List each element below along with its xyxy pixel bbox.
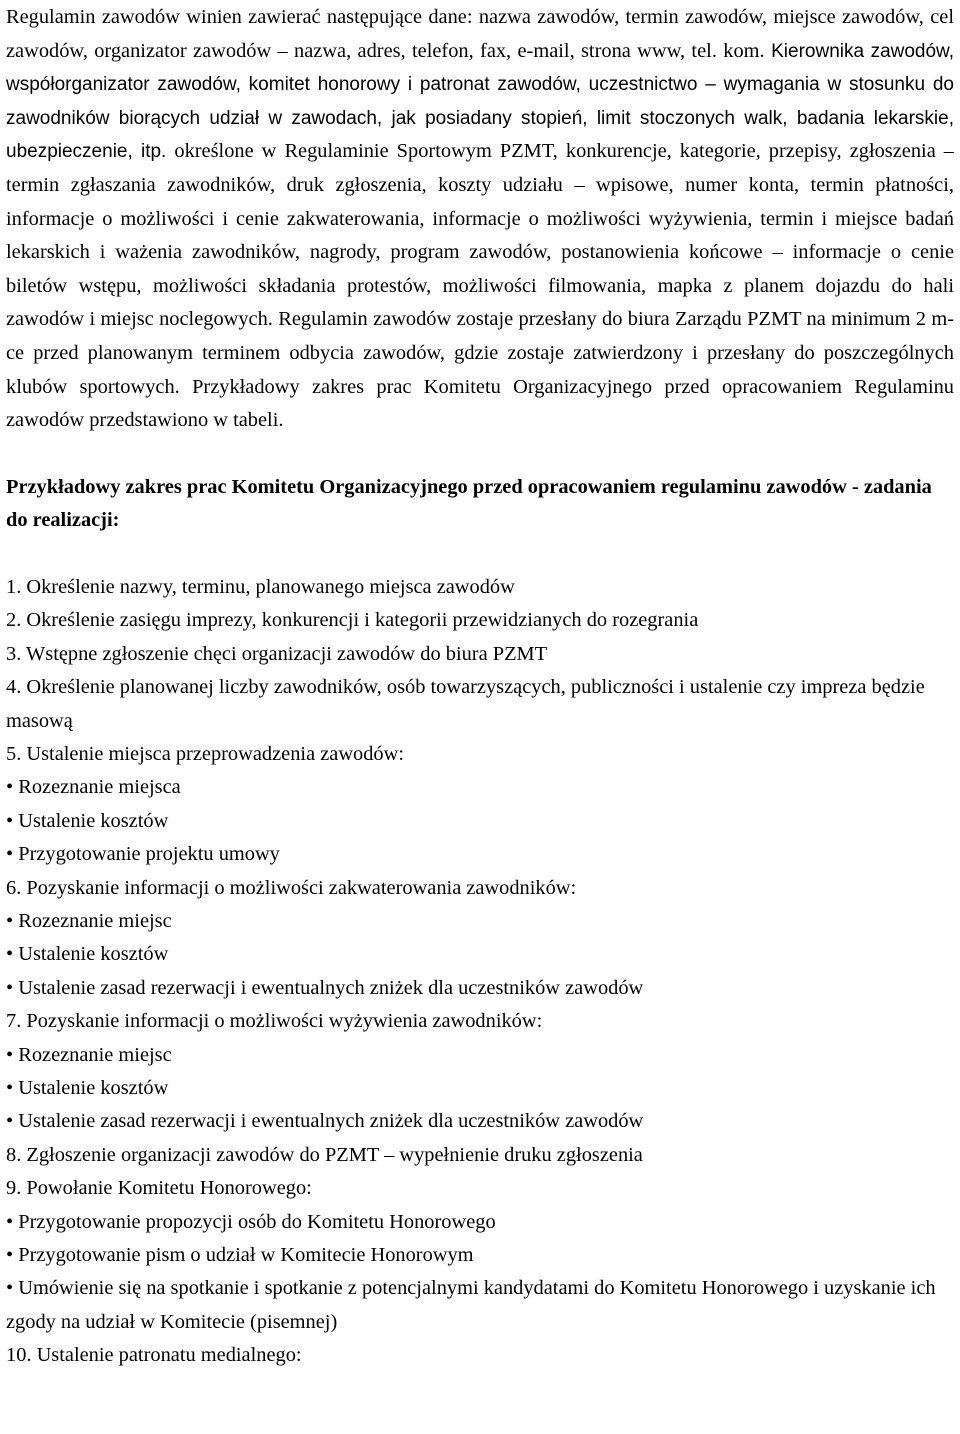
intro-part-3: określone w Regulaminie Sportowym PZMT, konkurencje, kategorie, przepisy, zgłoszenia – termin zgłaszania zawodników, druk zgłoszenia, koszty udziału – wpisowe, numer konta, termin płatności, informacje o możliwości i cenie zakwaterowania, informacje o możliwości wyżywienia, termin i miejsce badań lekarskich i ważenia zawodników, nagrody, program zawodów, postanowienia końcowe – informacje o cenie biletów wstępu, możliwości składania protestów, możliwości filmowania, mapka z planem dojazdu do hali zawodów i miejsc noclegowych. Regulamin zawodów zostaje przesłany do biura Zarządu PZMT na minimum 2 m-ce przed planowanym terminem odbycia zawodów, gdzie zostaje zatwierdzony i przesłany do poszczególnych klubów sportowych. Przykładowy zakres prac Komitetu Organizacyjnego przed opracowaniem Regulaminu zawodów przedstawiono w tabeli.: [6, 140, 954, 432]
list-item: 8. Zgłoszenie organizacji zawodów do PZMT – wypełnienie druku zgłoszenia: [6, 1143, 643, 1166]
list-item: 3. Wstępne zgłoszenie chęci organizacji zawodów do biura PZMT: [6, 642, 548, 665]
list-subitem: • Ustalenie kosztów: [6, 809, 169, 832]
list-subitem: • Przygotowanie propozycji osób do Komitetu Honorowego: [6, 1210, 496, 1233]
task-list: [6, 571, 954, 1373]
list-subitem: • Rozeznanie miejsc: [6, 1043, 172, 1066]
list-subitem: • Przygotowanie pism o udział w Komitecie Honorowym: [6, 1244, 474, 1267]
list-subitem: • Rozeznanie miejsc: [6, 909, 172, 932]
list-item: 7. Pozyskanie informacji o możliwości wyżywienia zawodników:: [6, 1010, 543, 1033]
list-subitem: • Umówienie się na spotkanie i spotkanie z potencjalnymi kandydatami do Komitetu Honorowego i uzyskanie ich zgody na udział w Komitecie (pisemnej): [6, 1277, 936, 1333]
section-heading: Przykładowy zakres prac Komitetu Organizacyjnego przed opracowaniem regulaminu zawodów - zadania do realizacji:: [6, 475, 932, 532]
list-subitem: • Przygotowanie projektu umowy: [6, 843, 280, 866]
intro-paragraph: [6, 0, 954, 438]
list-item: 1. Określenie nazwy, terminu, planowanego miejsca zawodów: [6, 575, 515, 598]
intro-part-2: Kierownika zawodów, współorganizator zawodów, komitet honorowy i patronat zawodów, uczestnictwo – wymagania w stosunku do zawodników biorących udział w zawodach, jak posiadany stopień, limit stoczonych walk, badania lekarskie, ubezpieczenie, itp.: [6, 40, 955, 163]
list-item: 10. Ustalenie patronatu medialnego:: [6, 1344, 302, 1367]
list-item: 5. Ustalenie miejsca przeprowadzenia zawodów:: [6, 742, 405, 765]
list-item: 6. Pozyskanie informacji o możliwości zakwaterowania zawodników:: [6, 876, 577, 899]
list-subitem: • Rozeznanie miejsca: [6, 776, 181, 799]
list-item: 9. Powołanie Komitetu Honorowego:: [6, 1177, 312, 1200]
list-subitem: • Ustalenie zasad rezerwacji i ewentualnych zniżek dla uczestników zawodów: [6, 1110, 644, 1133]
list-subitem: • Ustalenie zasad rezerwacji i ewentualnych zniżek dla uczestników zawodów: [6, 976, 644, 999]
intro-part-1: Regulamin zawodów winien zawierać następujące dane: nazwa zawodów, termin zawodów, miejsce zawodów, cel zawodów, organizator zawodów – nazwa, adres, telefon, fax, e-mail, strona www, tel. kom.: [6, 6, 954, 62]
list-item: 4. Określenie planowanej liczby zawodników, osób towarzyszących, publiczności i ustalenie czy impreza będzie masową: [6, 676, 925, 732]
list-subitem: • Ustalenie kosztów: [6, 1077, 169, 1099]
list-item: 2. Określenie zasięgu imprezy, konkurencji i kategorii przewidzianych do rozegrania: [6, 609, 699, 632]
list-subitem: • Ustalenie kosztów: [6, 943, 169, 966]
